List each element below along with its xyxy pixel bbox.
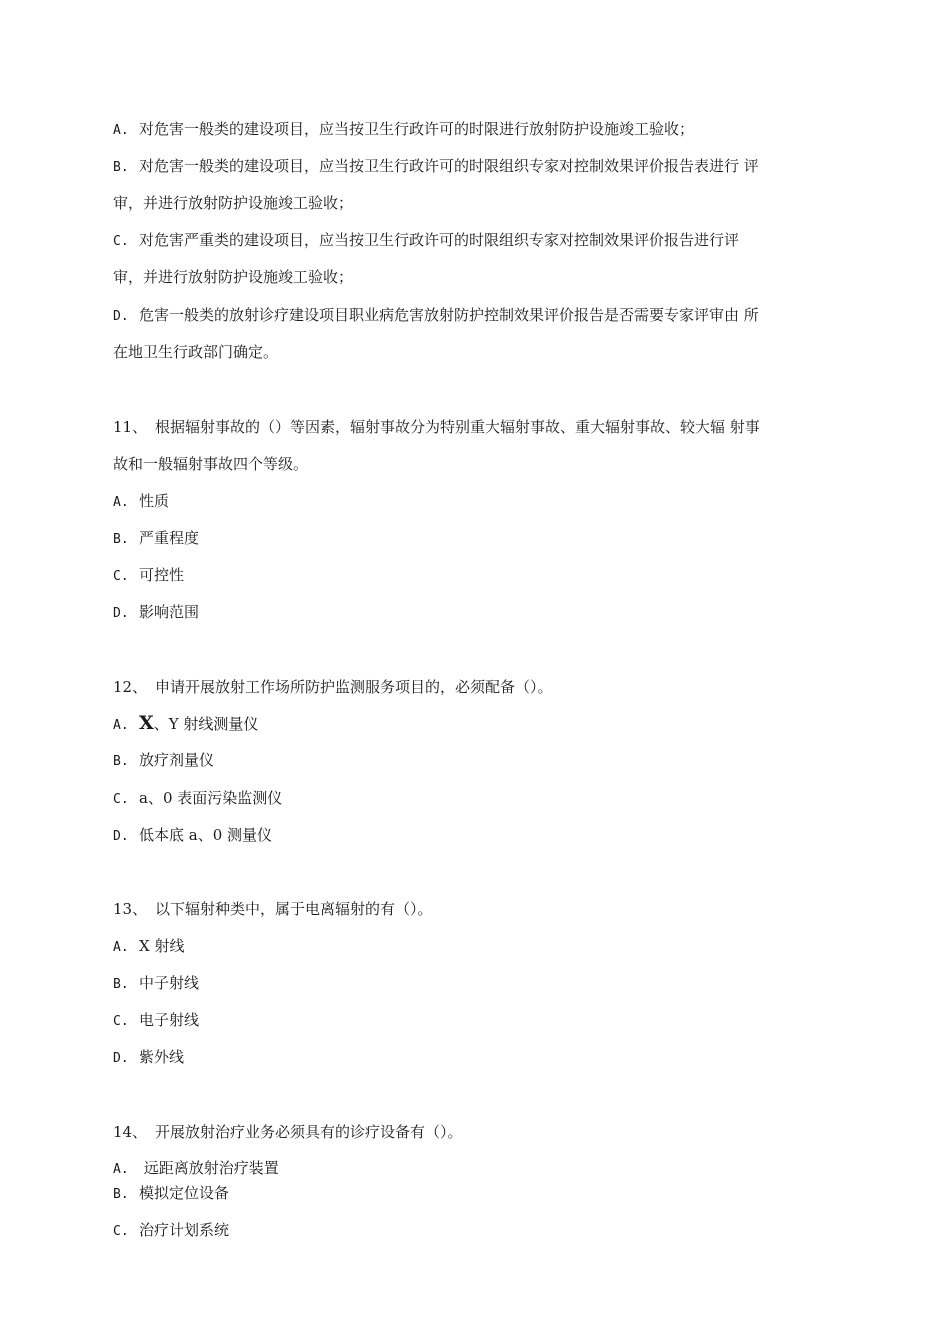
option-text: 对危害严重类的建设项目，应当按卫生行政许可的时限组织专家对控制效果评价报告进行评 <box>139 231 740 249</box>
option-text: 审，并进行放射防护设施竣工验收； <box>113 194 354 212</box>
option-letter: C. <box>113 792 129 807</box>
option-b <box>113 156 853 178</box>
option-letter: C. <box>113 1014 129 1029</box>
question-11-stem <box>113 417 853 437</box>
q12-option-c <box>113 788 853 810</box>
option-text: 危害一般类的放射诊疗建设项目职业病危害放射防护控制效果评价报告是否需要专家评审由 所 <box>139 306 759 324</box>
option-letter: A. <box>113 940 129 955</box>
option-letter: D. <box>113 829 129 844</box>
option-a <box>113 119 853 141</box>
q13-option-a <box>113 936 853 958</box>
option-symbol: X <box>139 712 154 734</box>
q13-option-c <box>113 1010 853 1032</box>
q14-option-c <box>113 1220 853 1242</box>
option-letter: A. <box>113 123 129 138</box>
option-letter: D. <box>113 606 129 621</box>
question-12-stem <box>113 677 853 697</box>
option-letter: A. <box>113 718 129 733</box>
question-number: 12、 <box>113 678 148 696</box>
q11-option-d <box>113 602 853 624</box>
question-13-stem <box>113 899 853 919</box>
option-letter: D. <box>113 309 129 324</box>
question-text: 申请开展放射工作场所防护监测服务项目的，必须配备（）。 <box>155 678 553 696</box>
option-letter: B. <box>113 532 129 547</box>
question-text: 开展放射治疗业务必须具有的诊疗设备有（）。 <box>155 1123 463 1141</box>
option-text: 低本底 a、0 测量仪 <box>139 826 273 844</box>
option-letter: C. <box>113 1224 129 1239</box>
q11-option-c <box>113 565 853 587</box>
option-text: 严重程度 <box>139 529 200 547</box>
q11-option-b <box>113 528 853 550</box>
question-text: 故和一般辐射事故四个等级。 <box>113 455 309 473</box>
option-d-continued <box>113 342 853 362</box>
option-b-continued <box>113 193 853 213</box>
question-number: 13、 <box>113 900 148 918</box>
question-11-stem-continued <box>113 454 853 474</box>
q11-option-a <box>113 491 853 513</box>
option-text: 治疗计划系统 <box>139 1221 230 1239</box>
option-text: a、0 表面污染监测仪 <box>139 789 283 807</box>
option-letter: D. <box>113 1051 129 1066</box>
option-letter: A. <box>113 1162 129 1177</box>
option-letter: C. <box>113 569 129 584</box>
option-c-continued <box>113 267 853 287</box>
option-letter: B. <box>113 160 129 175</box>
option-text: 对危害一般类的建设项目，应当按卫生行政许可的时限进行放射防护设施竣工验收； <box>139 120 695 138</box>
q12-option-b <box>113 750 853 772</box>
option-letter: B. <box>113 1187 129 1202</box>
option-text: 审，并进行放射防护设施竣工验收； <box>113 268 354 286</box>
option-letter: B. <box>113 977 129 992</box>
option-text: 中子射线 <box>139 974 200 992</box>
question-14-stem <box>113 1122 853 1142</box>
question-text: 根据辐射事故的（）等因素，辐射事故分为特别重大辐射事故、重大辐射事故、较大辐 射事 <box>155 418 760 436</box>
q12-option-d <box>113 825 853 847</box>
option-c <box>113 230 853 252</box>
option-text: 性质 <box>139 492 170 510</box>
q14-option-a <box>113 1158 853 1180</box>
option-text: 、Y 射线测量仪 <box>153 715 259 733</box>
q14-option-b <box>113 1183 853 1205</box>
option-text: 放疗剂量仪 <box>139 751 215 769</box>
q12-option-a <box>113 713 853 736</box>
option-text: 影响范围 <box>139 603 200 621</box>
option-text: 在地卫生行政部门确定。 <box>113 343 279 361</box>
option-text: 紫外线 <box>139 1048 185 1066</box>
question-number: 11、 <box>113 418 148 436</box>
option-letter: B. <box>113 754 129 769</box>
question-text: 以下辐射种类中，属于电离辐射的有（）。 <box>155 900 433 918</box>
option-text: 对危害一般类的建设项目，应当按卫生行政许可的时限组织专家对控制效果评价报告表进行 评 <box>139 157 759 175</box>
q13-option-d <box>113 1047 853 1069</box>
option-text: X 射线 <box>139 937 185 955</box>
option-d <box>113 305 853 327</box>
option-letter: C. <box>113 234 129 249</box>
option-text: 可控性 <box>139 566 185 584</box>
option-text: 远距离放射治疗装置 <box>139 1159 279 1177</box>
option-text: 电子射线 <box>139 1011 200 1029</box>
option-text: 模拟定位设备 <box>139 1184 230 1202</box>
question-number: 14、 <box>113 1123 148 1141</box>
option-letter: A. <box>113 495 129 510</box>
q13-option-b <box>113 973 853 995</box>
